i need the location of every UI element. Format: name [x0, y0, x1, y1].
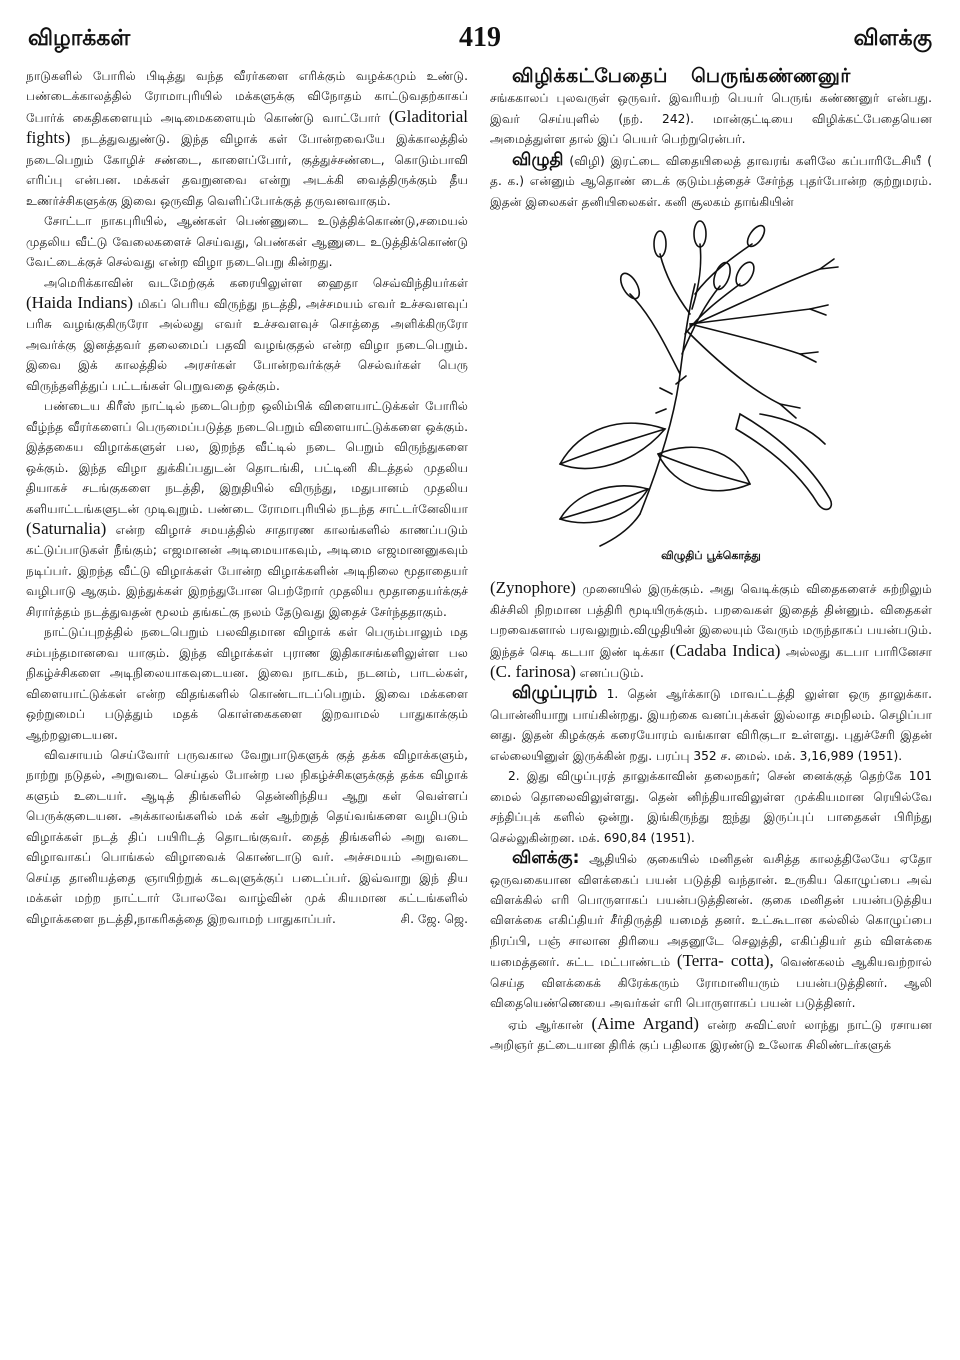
plant-illustration — [490, 214, 932, 574]
latin-term: (Zynophore) — [490, 578, 576, 598]
entry-vizhikkatpethai — [490, 66, 932, 88]
paragraph-text: ஏம் ஆர்கான் — [508, 1017, 584, 1032]
paragraph-text: என்ற விழாச் சமயத்தில் சாதாரண காலங்களில் காணப்படும் கட்டுப்பாடுகள் நீங்கும்; எஜமானன் அடிமையாகவும், அடிமை எஜமானனுகவும் நடிப்பர். இறந்த வீட்டு விழாக்கள் போன்ற விழாக்களின் அடிநிலை மூதாதையர் வழிபாடு ஆகும். இந்துக்கள் இறந்துபோன பெற்றோர் முதலிய மூதாதையர்க்குச் சிரார்த்தம் நடத்துவதன் மூலம் தங்கட்கு நலம் தேடுவது இதைச் சேர்ந்ததாகும். — [26, 522, 468, 619]
paragraph-text: என்ற சுவிட்ஸர் லாந்து நாட்டு ரசாயன அறிஞர் தட்டையான திரிக் குப் பதிலாக இரண்டு உலோக சிலிண்டர்களுக் — [490, 1017, 932, 1053]
header-entry-title: விளக்கு — [853, 26, 932, 51]
latin-term: (Haida Indians) — [26, 292, 134, 312]
latin-term: (Cadaba Indica) — [669, 640, 781, 660]
latin-term: (Aime Argand) — [591, 1013, 699, 1033]
paragraph-text: மிகப் பெரிய விருந்து நடத்தி, அச்சமயம் எவர் உச்சவளவுப் பரிசு வழங்குகிருரோ அல்லது எவர் உச்சவளவுச் சொத்தை அளிக்கிருரோ அவர்க்கு இனத்தவர் தலைமைப் பதவி வழங்குதல் என்ற விழா நடைபெறும். இவை இக் காலத்தில் அரசர்கள் போன்றவர்க்குச் செல்வர்கள் பெரு விருந்தளித்துப் பட்டங்கள் பெறுவதை ஒக்கும். — [26, 296, 468, 393]
latin-term: (Terra- cotta), — [676, 951, 774, 971]
entry-headword: விழிக்கட்பேதைப் — [512, 65, 668, 87]
paragraph-text: எனப்படும். — [579, 665, 644, 680]
latin-term: (Saturnalia) — [26, 518, 107, 538]
figure-caption: விழுதிப் பூக்கொத்து — [661, 548, 761, 562]
entry-headword: விழுதி — [512, 149, 564, 170]
paragraph-text: விவசாயம் செய்வோர் பருவகால வேறுபாடுகளுக் குத் தக்க விழாக்களும், நாற்று நடுதல், அறுவடை செய்தல் போன்ற பல நிகழ்ச்சிகளுக்குத் தக்க விழாக் களும் உடையர். ஆடித் திங்களில் தென்னிந்திய ஆறு கள் வெள்ளப் பெருக்குடையன. அக்காலங்களில் மக் கள் ஆற்றுத் தெய்வங்களை வழிபடும் விழாக்கள் நடத் திப் பயிரிடத் தொடங்குவர். தைத் திங்களில் அறு வடை விழாவாகப் பொங்கல் விழாவைக் கொண்டாடு வர். அச்சமயம் அறுவடை செய்த தானியத்தை ஞாயிற்றுக் கடவுளுக்குப் படைப்பர். இவ்வாறு இந் திய மக்கள் மற்ற நாட்டார் போலவே வாழ்வின் முக் கியமான கட்டங்களில் விழாக்களை நடத்தி,நாகரிகத்தை இறவாமற் பாதுகாப்பர். — [26, 747, 468, 926]
paragraph-text: (விழி) இரட்டை விதையிலைத் தாவரங் களிலே கப்பாரிடேசியீ ( த. க.) என்னும் ஆதொண் டைக் குடும்பத்தைச் சேர்ந்த புதர்போன்ற குற்றுமரம். இதன் இலைகள் தனியிலைகள். கனி சூலகம் தாங்கியின் — [490, 153, 932, 209]
entry-text — [490, 766, 932, 848]
paragraph-text: அல்லது கடபா பாரினேசா — [785, 644, 933, 659]
entry-vizhuppuram — [490, 683, 932, 766]
entry-text — [490, 88, 932, 149]
entry-headword: விளக்கு: — [512, 848, 580, 869]
entry-text — [490, 578, 932, 683]
page-number: 419 — [459, 22, 501, 53]
entry-vizhuthi — [490, 150, 932, 212]
paragraph — [26, 622, 468, 745]
paragraph — [26, 211, 468, 272]
paragraph — [26, 273, 468, 397]
paragraph-text: சோட்டா நாகபுரியில், ஆண்கள் பெண்ணுடை உடுத்திக்கொண்டு,சமையல் முதலிய வீட்டு வேலைகளைச் செய்வது, பெண்கள் ஆணுடை உடுத்திக்கொண்டு வேட்டைக்குச் செல்வது என்ற விழா நடைபெறு கின்றது. — [26, 214, 468, 270]
paragraph-text: நடத்துவதுண்டு. இந்த விழாக் கள் போன்றவையே இக்காலத்தில் நடைபெறும் கோழிச் சண்டை, காளைப்போர், குத்துச்சண்டை, கொடும்பாவி எரிப்பு என்பன. மக்கள் தவறுனவை என்று அடக்கி வைத்திருக்கும் தீய உணர்ச்சிகளுக்கு இவை ஒருவித வெளிப்போக்குத் தருவனவாகும். — [26, 132, 468, 208]
paragraph-text: அமெரிக்காவின் வடமேற்குக் கரையிலுள்ள ஹைதா செவ்விந்தியர்கள் — [44, 275, 468, 290]
paragraph-text: சங்ககாலப் புலவருள் ஒருவர். இவரியற் பெயர் பெருங் கண்ணனுர் என்பது. இவர் செய்யுளில் (நற். 242). மான்குட்டியை விழிக்கட்பேதையென அமைத்துள்ள தால் இப் பெயர் பெற்றுரென்பர். — [490, 91, 932, 147]
running-head — [28, 22, 932, 62]
latin-term: (C. farinosa) — [490, 661, 576, 681]
entry-text — [490, 1014, 932, 1056]
paragraph — [26, 745, 468, 929]
entry-headword: விழுப்புரம் — [512, 683, 598, 704]
paragraph — [26, 66, 468, 211]
paragraph-text: நாட்டுப்புறத்தில் நடைபெறும் பலவிதமான விழாக் கள் பெரும்பாலும் மத சம்பந்தமானவை யாகும். இந்த விழாக்கள் புராண இதிகாசங்களிலுள்ள பல நிகழ்ச்சிகளை அடிநிலையாகவுடையன. இவை நாடகம், நடனம், பாடல்கள், விளையாட்டுக்கள் என்ற விதங்களில் கொண்டாடப்பெறும். இவை மக்களை ஒற்றுமைப் படுத்தும் மதக் கொள்கைகளை இறவாமல் பாதுகாக்கும் ஆற்றலுடையன. — [26, 625, 468, 742]
paragraph-text: 1. தென் ஆர்க்காடு மாவட்டத்தி லுள்ள ஒரு தாலுக்கா. பொன்னியாறு பாய்கின்றது. இயற்கை வனப்புக்கள் இல்லாத சமநிலம். செழிப்பா னது. இதன் கிழக்குக் கரையோரம் வங்காள விரிகுடா உள்ளது. புதுச்சேரி இதன் எல்லையினுள் இருக்கின் றது. பரப்பு 352 ச. மைல். மக். 3,16,989 (1951). — [490, 687, 933, 763]
flower-cluster-drawing — [490, 214, 932, 554]
paragraph — [26, 396, 468, 622]
paragraph-text: 2. இது விழுப்புரத் தாலுக்காவின் தலைநகர்; சென் னைக்குத் தெற்கே 101 மைல் தொலைவிலுள்ளது. தென் னிந்தியாவிலுள்ள முக்கியமான ரெயில்வே சந்திப்புக் களில் ஒன்று. இங்கிருந்து ஐந்து இருப்புப் பாதைகள் பிரிந்து செல்லுகின்றன. மக். 690,84 (1951). — [490, 769, 932, 845]
paragraph-text: முனையில் இருக்கும். அது வெடிக்கும் விதைகளைச் சுற்றிலும் கிச்சிலி நிறமான பத்திரி மூடியிருக்கும். பறவைகள் இதைத் தின்னும். விதைகள் பறவைகளால் பரவலுறும்.விழுதியின் இலையும் வேரும் மருந்தாகப் பயன்படும். இந்தச் செடி கடபா இண் டிக்கா — [490, 582, 932, 659]
latin-term: (Gladitorial fights) — [26, 106, 468, 148]
entry-headword: பெருங்கண்ணனுர் — [691, 65, 851, 87]
left-column — [26, 66, 468, 929]
header-section-title: விழாக்கள் — [28, 26, 131, 51]
paragraph-text: ஆதியில் குகையில் மனிதன் வசித்த காலத்திலேயே ஏதோ ஒருவகையான விளக்கைப் பயன் படுத்தி வந்தான். உருகிய கொழுப்பை அவ் விளக்கில் எரி பொருளாகப் பயன்படுத்தினன். குகை மனிதன் பயன்படுத்திய விளக்கை எகிப்தியர் சீர்திருத்தி யமைத் தனர். உட்கூடான கல்லில் கொழுப்பை நிரப்பி, பஞ் சாலான திரியை அதனூடே செலுத்தி, எகிப்தியர் தம் விளக்கை யமைத்தனர். சுட்ட மட்பாண்டம் — [490, 852, 933, 970]
paragraph-text: பண்டைய கிரீஸ் நாட்டில் நடைபெற்ற ஒலிம்பிக் விளையாட்டுக்கள் போரில் வீழ்ந்த வீரர்களைப் பெருமைப்படுத்த நடைபெறும் விளையாட்டுக்களை ஒக்கும். இத்தகைய விழாக்களுள் பல, இறந்த வீட்டில் நடை பெறும் விருந்துகளை ஒக்கும். இந்த விழா துக்கிப்பதுடன் தொடங்கி, பட்டினி கிடத்தல் முதலிய தியாகச் சடங்குகளை நடத்தி, இறுதியில் விருந்து, மதுபானம் முதலிய களியாட்டங்களுடன் முடிவுறும். பண்டை ரோமாபுரியில் நடந்த சாட்டர்னேலியா — [26, 399, 468, 516]
right-column — [490, 66, 932, 1056]
paragraph-text: நாடுகளில் போரில் பிடித்து வந்த வீரர்களை எரிக்கும் வழக்கமும் உண்டு. பண்டைக்காலத்தில் ரோமாபுரியில் மக்களுக்கு விநோதம் காட்டுவதற்காகப் போர்க் கைதிகளையும் அடிமைகளையும் கொண்டு வாட்போர் — [26, 69, 468, 125]
author-signature: சி. ஜே. ஜெ. — [400, 911, 468, 926]
paragraph-text: வெண்கலம் ஆகியவற்றால் செய்த விளக்கைக் கிரேக்கரும் ரோமானியரும் பயன்படுத்தினர். ஆலி விதையெண்ணெயை அவர்கள் எரி பொருளாகப் பயன் படுத்தினர். — [490, 955, 933, 1011]
entry-vilakku — [490, 848, 932, 1014]
